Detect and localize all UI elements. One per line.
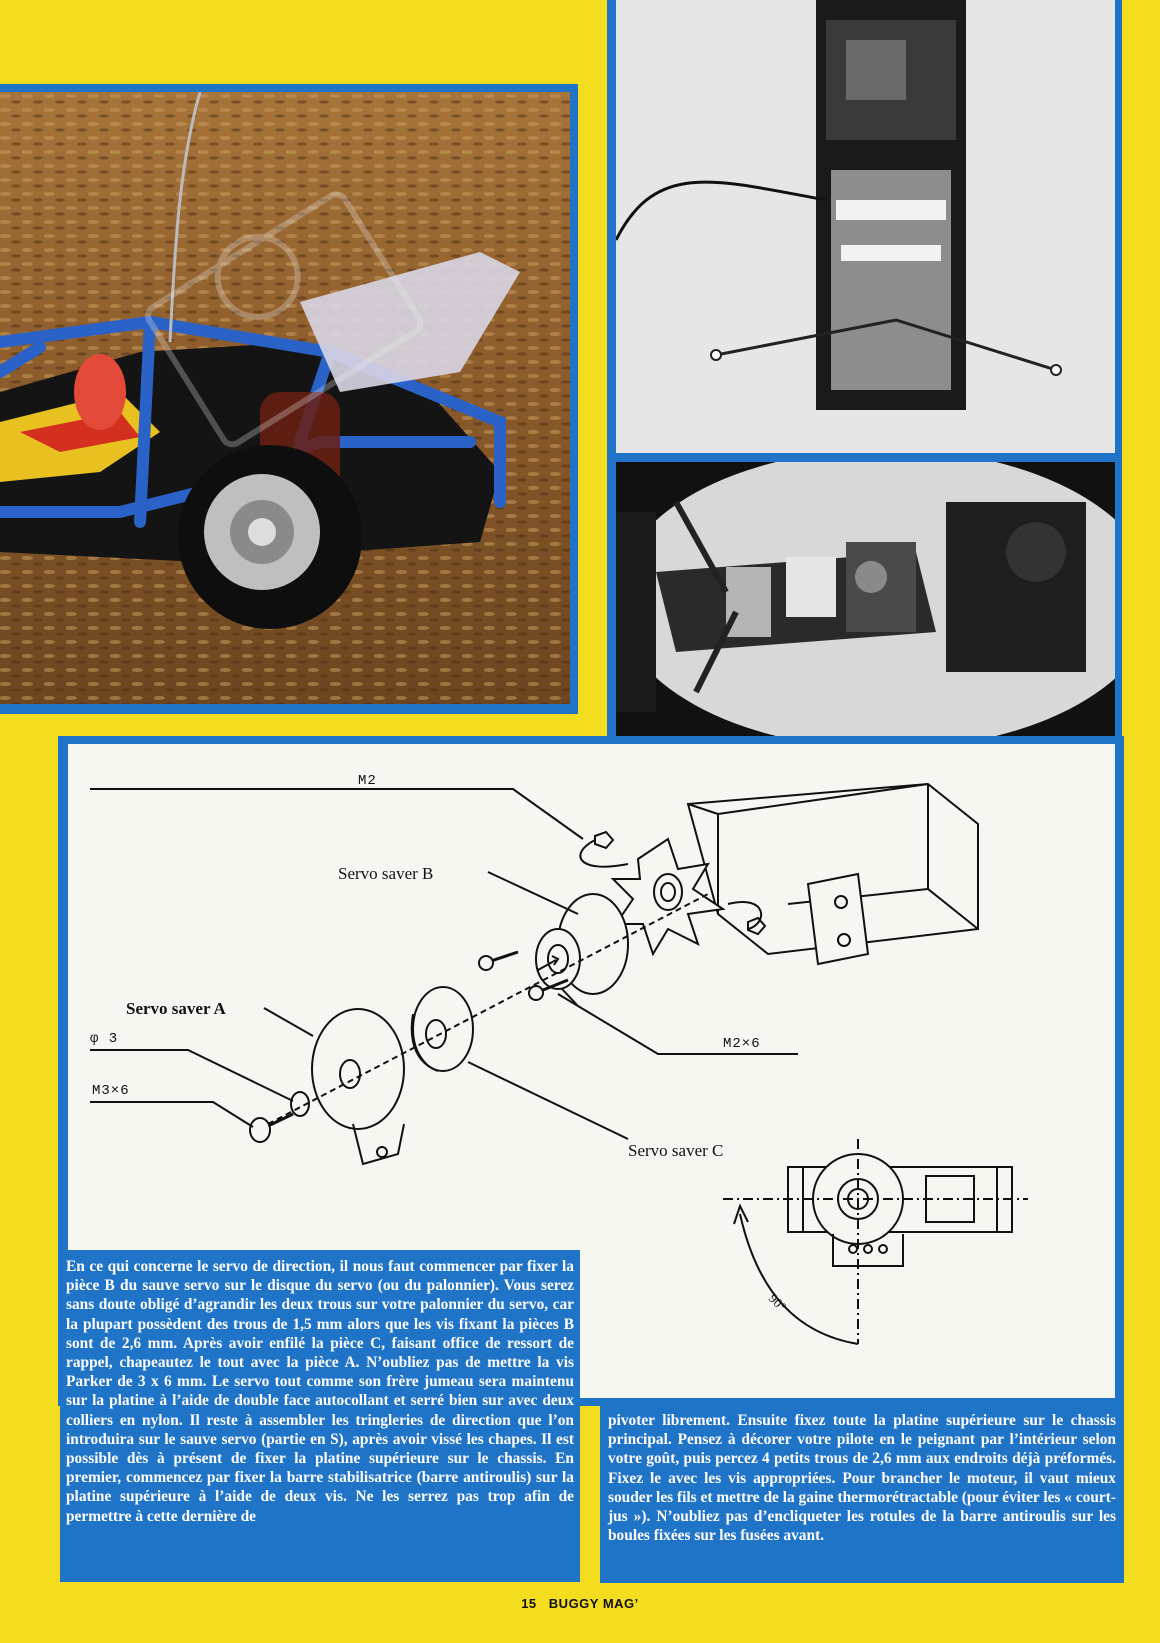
chassis-top-photo	[616, 0, 1115, 453]
label-m2x6: M2×6	[723, 1036, 761, 1052]
article-right-paragraph: pivoter librement. Ensuite fixez toute la platine supérieure sur le chassis principal. Pensez à décorer votre pilote en le peignant par l’intérieur selon votre goût, puis percez 4 petits trous de 2,6 mm aux endroits déjà préformés. Fixez le avec les vis appropriées. Pour brancher le moteur, il vaut mieux souder les fils et mettre de la gaine thermorétractable (pour éviter les « court-jus »). N’oubliez pas d’encliqueter les rotules de la barre antiroulis sur les boules fixées sur les fusées avant.	[608, 1412, 1116, 1545]
label-servo-saver-b: Servo saver B	[338, 864, 434, 883]
label-servo-saver-c: Servo saver C	[628, 1141, 724, 1160]
label-phi3: φ 3	[90, 1031, 119, 1047]
page-footer	[0, 1596, 1160, 1611]
magazine-name: BUGGY MAG’	[548, 1596, 639, 1611]
label-servo-saver-a: Servo saver A	[126, 999, 226, 1018]
page-number: 15	[521, 1596, 537, 1611]
article-left-paragraph: En ce qui concerne le servo de direction, il nous faut commencer par fixer la pièce B du sauve servo sur le disque du servo (ou du palonnier). Vous serez sans doute obligé d’agrandir les deux trous sur votre palonnier du servo, car la plupart possèdent des trous de 1,5 mm alors que les vis fixant la pièces B sont de 2,6 mm. Après avoir enfilé la pièce C, faisant office de ressort de rappel, chapeautez le tout avec la pièce A. N’oubliez pas de mettre la vis Parker de 3 x 6 mm. Le servo tout comme son frère jumeau sera maintenu sur la platine à l’aide de double face autocollant et serré bien sur avec deux colliers en nylon. Il reste à assembler les tringleries de direction que l’on introduira sur le sauve servo (partie en S), après avoir vissé les chapes. Il est possible dès à présent de fixer la platine supérieure sur le chassis. En premier, commencez par fixer la barre stabilisatrice (barre antiroulis) sur la platine supérieure à l’aide de deux vis. Ne les serrez pas trop afin de permettre à cette dernière de	[66, 1258, 574, 1525]
label-angle: 90°	[765, 1290, 790, 1314]
chassis-side-photo	[616, 462, 1115, 736]
label-m2: M2	[358, 773, 377, 789]
buggy-photo	[0, 92, 570, 704]
label-m3x6: M3×6	[92, 1083, 130, 1099]
